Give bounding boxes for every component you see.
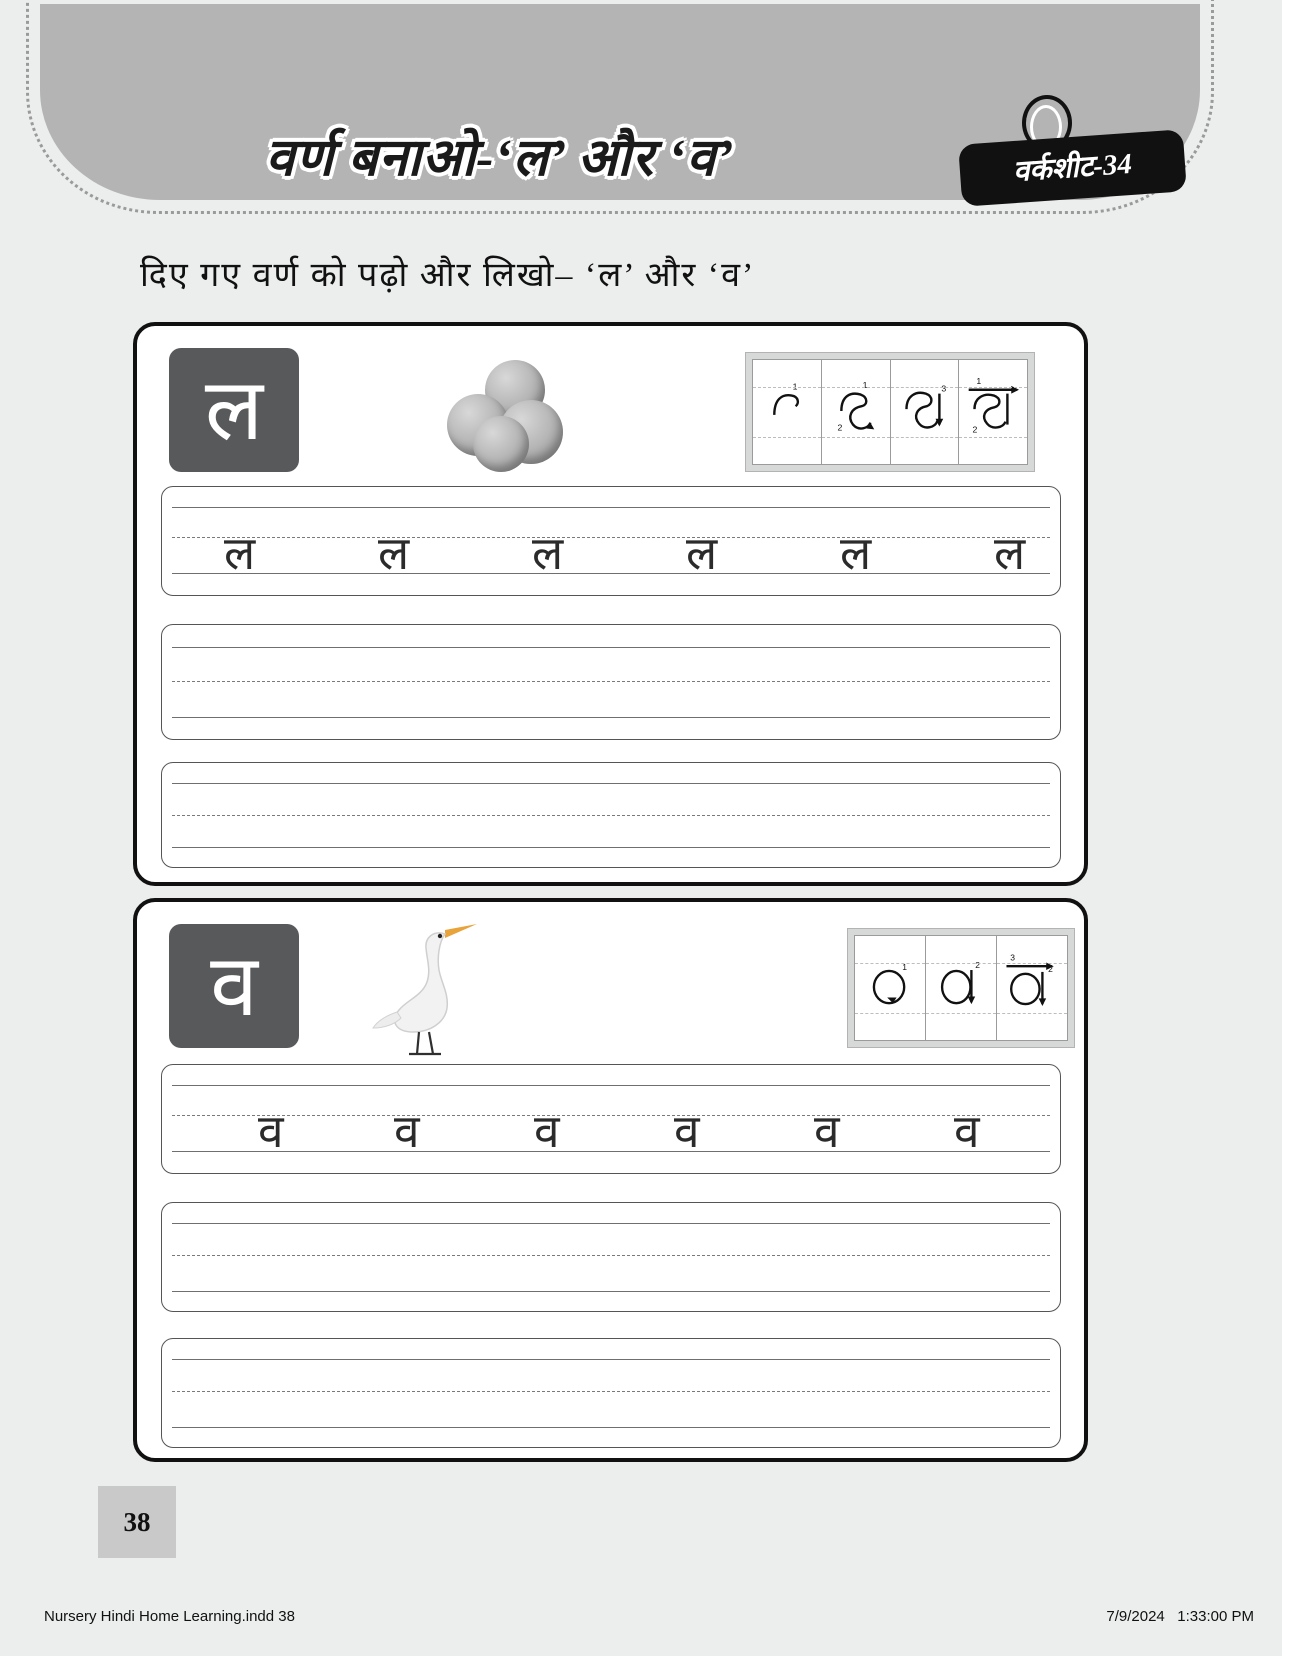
footer-timestamp [1106,1608,1254,1625]
stroke-step-3 [997,936,1067,1040]
stroke-arrow-icon [822,360,890,464]
blank-writing-row[interactable] [161,762,1061,868]
trace-letter: व [814,1106,840,1157]
svg-text:1: 1 [902,962,908,973]
svg-text:2: 2 [975,960,980,971]
worksheet-tag [960,95,1190,215]
svg-text:2: 2 [972,424,978,435]
trace-letter: व [674,1106,700,1157]
letter-badge-va: व [169,924,299,1048]
stroke-step-2 [926,936,997,1040]
stroke-arrow-icon [959,360,1027,464]
trace-letter: ल [686,528,718,579]
stroke-order-grid-la [745,352,1035,472]
stroke-arrow-icon [891,360,959,464]
svg-text:3: 3 [940,383,946,394]
trace-letter: व [954,1106,980,1157]
svg-text:1: 1 [862,379,868,390]
stroke-arrow-icon [753,360,821,464]
stroke-step-1 [855,936,926,1040]
letter-section-va [133,898,1088,1462]
footer-filename: Nursery Hindi Home Learning.indd 38 [44,1608,295,1625]
instruction-text: दिए गए वर्ण को पढ़ो और लिखो– ‘ल’ और ‘व’ [140,257,756,294]
stroke-order-grid-va [847,928,1075,1048]
stroke-arrow-icon [997,936,1067,1040]
laddoo-image [337,342,617,482]
footer-time: 1:33:00 PM [1177,1608,1254,1625]
svg-text:3: 3 [1010,952,1015,963]
bird-icon [327,908,527,1058]
egret-bird-image [327,908,527,1058]
svg-text:1: 1 [976,375,982,386]
page-edge-right [1282,0,1296,1656]
laddoo-4 [473,416,529,472]
trace-letter: ल [378,528,410,579]
stroke-arrow-icon [926,936,996,1040]
stroke-step-1 [753,360,822,464]
svg-text:2: 2 [837,422,843,433]
footer-date: 7/9/2024 [1106,1608,1165,1625]
svg-text:2: 2 [1048,963,1053,974]
trace-letter: ल [840,528,872,579]
letter-badge-la: ल [169,348,299,472]
trace-letter: व [258,1106,284,1157]
trace-letter: व [534,1106,560,1157]
blank-writing-row[interactable] [161,1202,1061,1312]
stroke-step-3 [891,360,960,464]
svg-text:1: 1 [792,381,798,392]
worksheet-tag-label: वर्कशीट-34 [1012,147,1133,189]
page-title: वर्ण बनाओ-‘ल’ और ‘व’ [265,130,735,187]
stroke-arrow-icon [855,936,925,1040]
page-number: 38 [123,1507,151,1537]
trace-letter: ल [994,528,1026,579]
trace-letter: व [394,1106,420,1157]
trace-row-la[interactable] [161,486,1061,596]
stroke-step-2 [822,360,891,464]
blank-writing-row[interactable] [161,1338,1061,1448]
letter-section-la [133,322,1088,886]
stroke-step-4 [959,360,1027,464]
trace-row-va[interactable] [161,1064,1061,1174]
trace-letter: ल [224,528,256,579]
trace-letter: ल [532,528,564,579]
blank-writing-row[interactable] [161,624,1061,740]
